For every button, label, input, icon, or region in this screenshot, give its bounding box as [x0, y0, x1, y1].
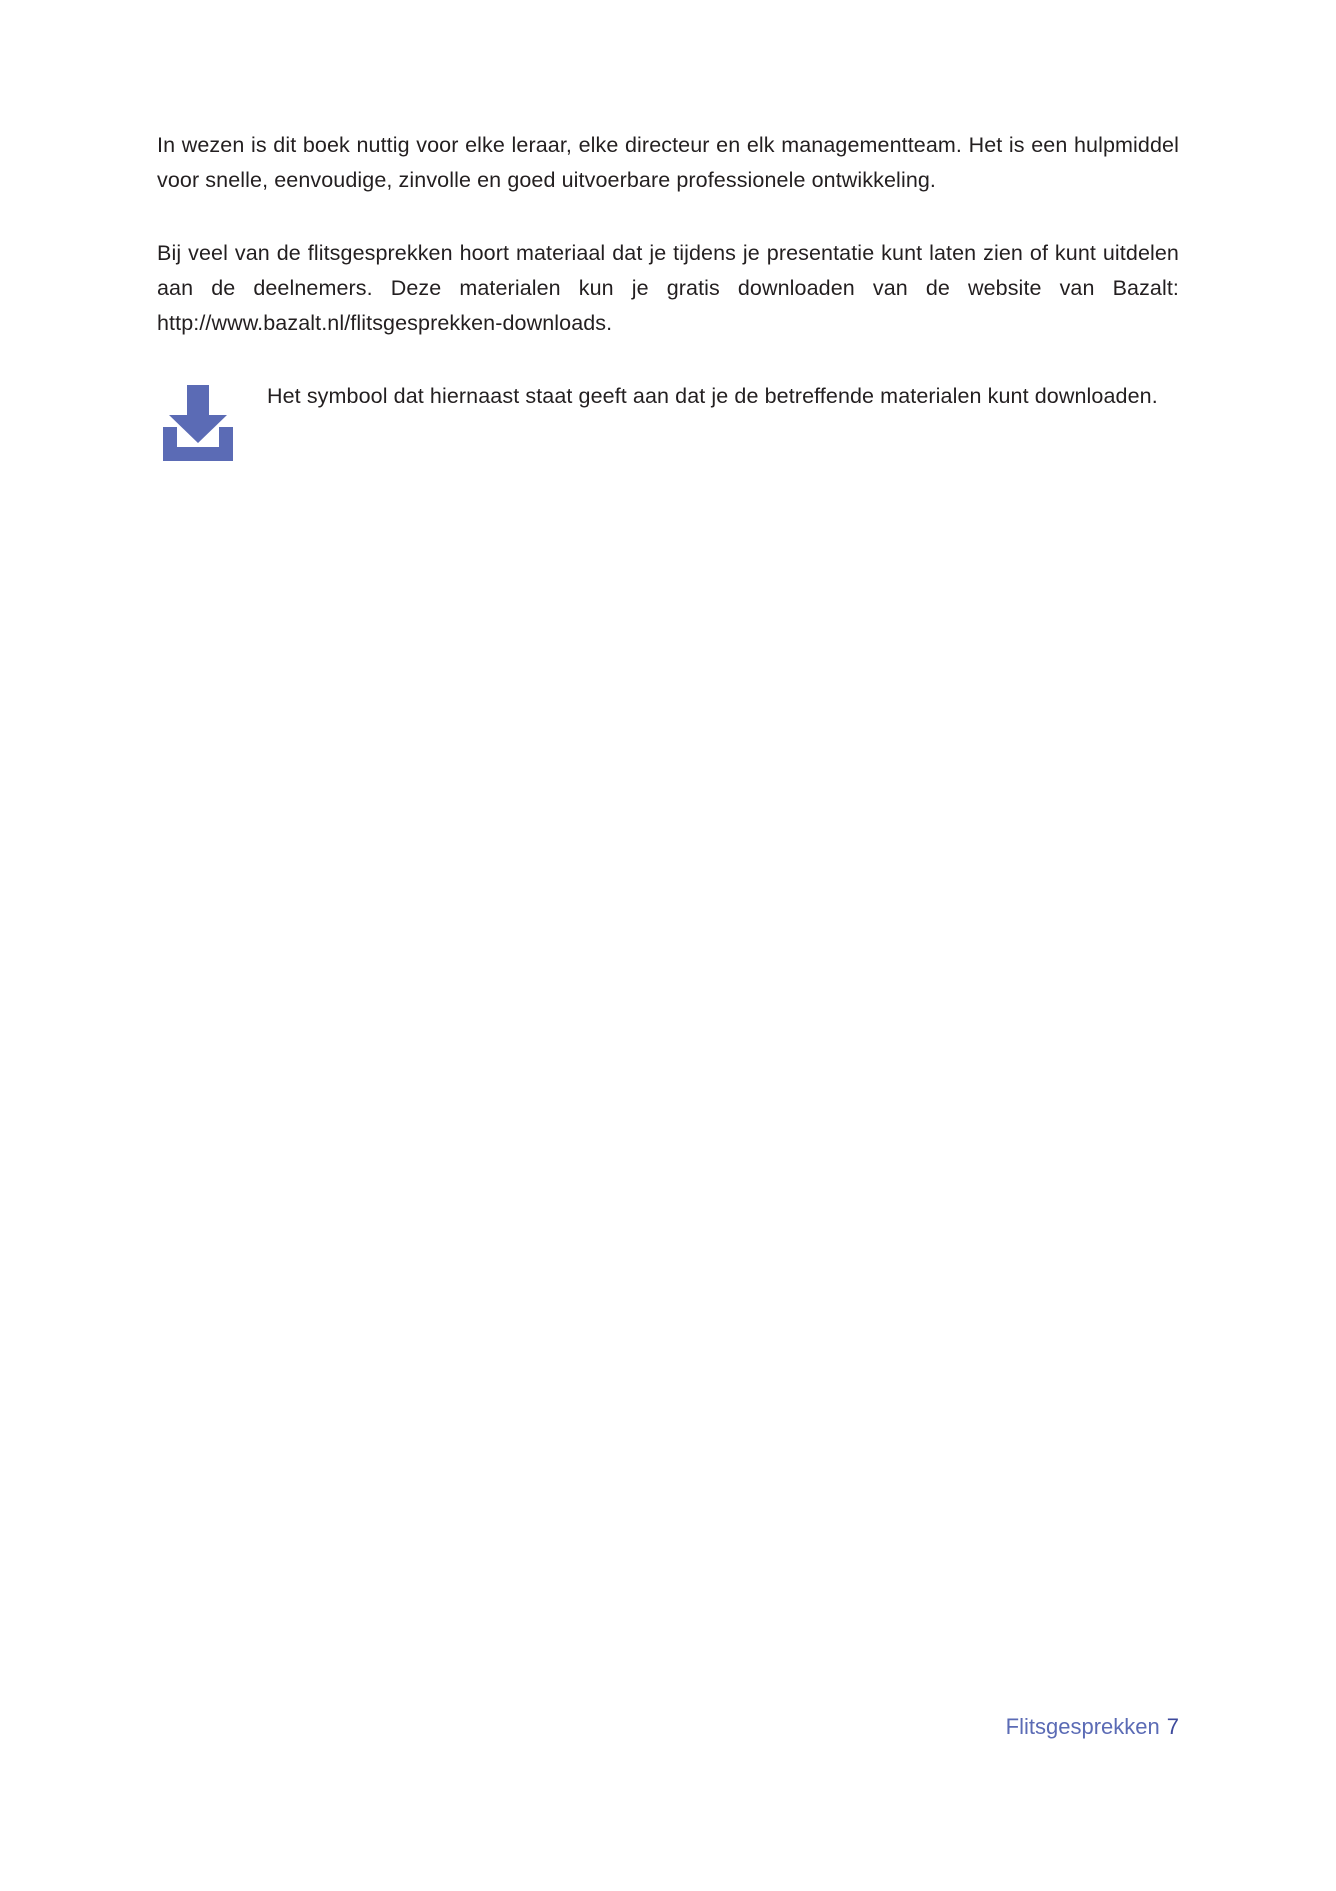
- paragraph-materials: Bij veel van de flitsgesprekken hoort materiaal dat je tijdens je presentatie kunt laten zien of kunt uitdelen aan de deelnemers. Deze materialen kun je gratis downloaden van de website van Bazalt: http://www.bazalt.nl/flitsgesprekken-downloads.: [157, 241, 1179, 335]
- footer-page-number: 7: [1166, 1714, 1179, 1739]
- page-content: [157, 128, 1179, 469]
- footer-book-title: Flitsgesprekken: [1005, 1714, 1160, 1739]
- download-icon: [157, 383, 239, 463]
- download-note-text: Het symbool dat hiernaast staat geeft aan dat je de betreffende materialen kunt downloaden.: [267, 384, 1158, 408]
- download-note: [157, 379, 1179, 469]
- paragraph-intro: In wezen is dit boek nuttig voor elke leraar, elke directeur en elk managementteam. Het is een hulpmiddel voor snelle, eenvoudige, zinvolle en goed uitvoerbare professionele ontwikkeling.: [157, 133, 1179, 192]
- page-footer: [1006, 1713, 1179, 1741]
